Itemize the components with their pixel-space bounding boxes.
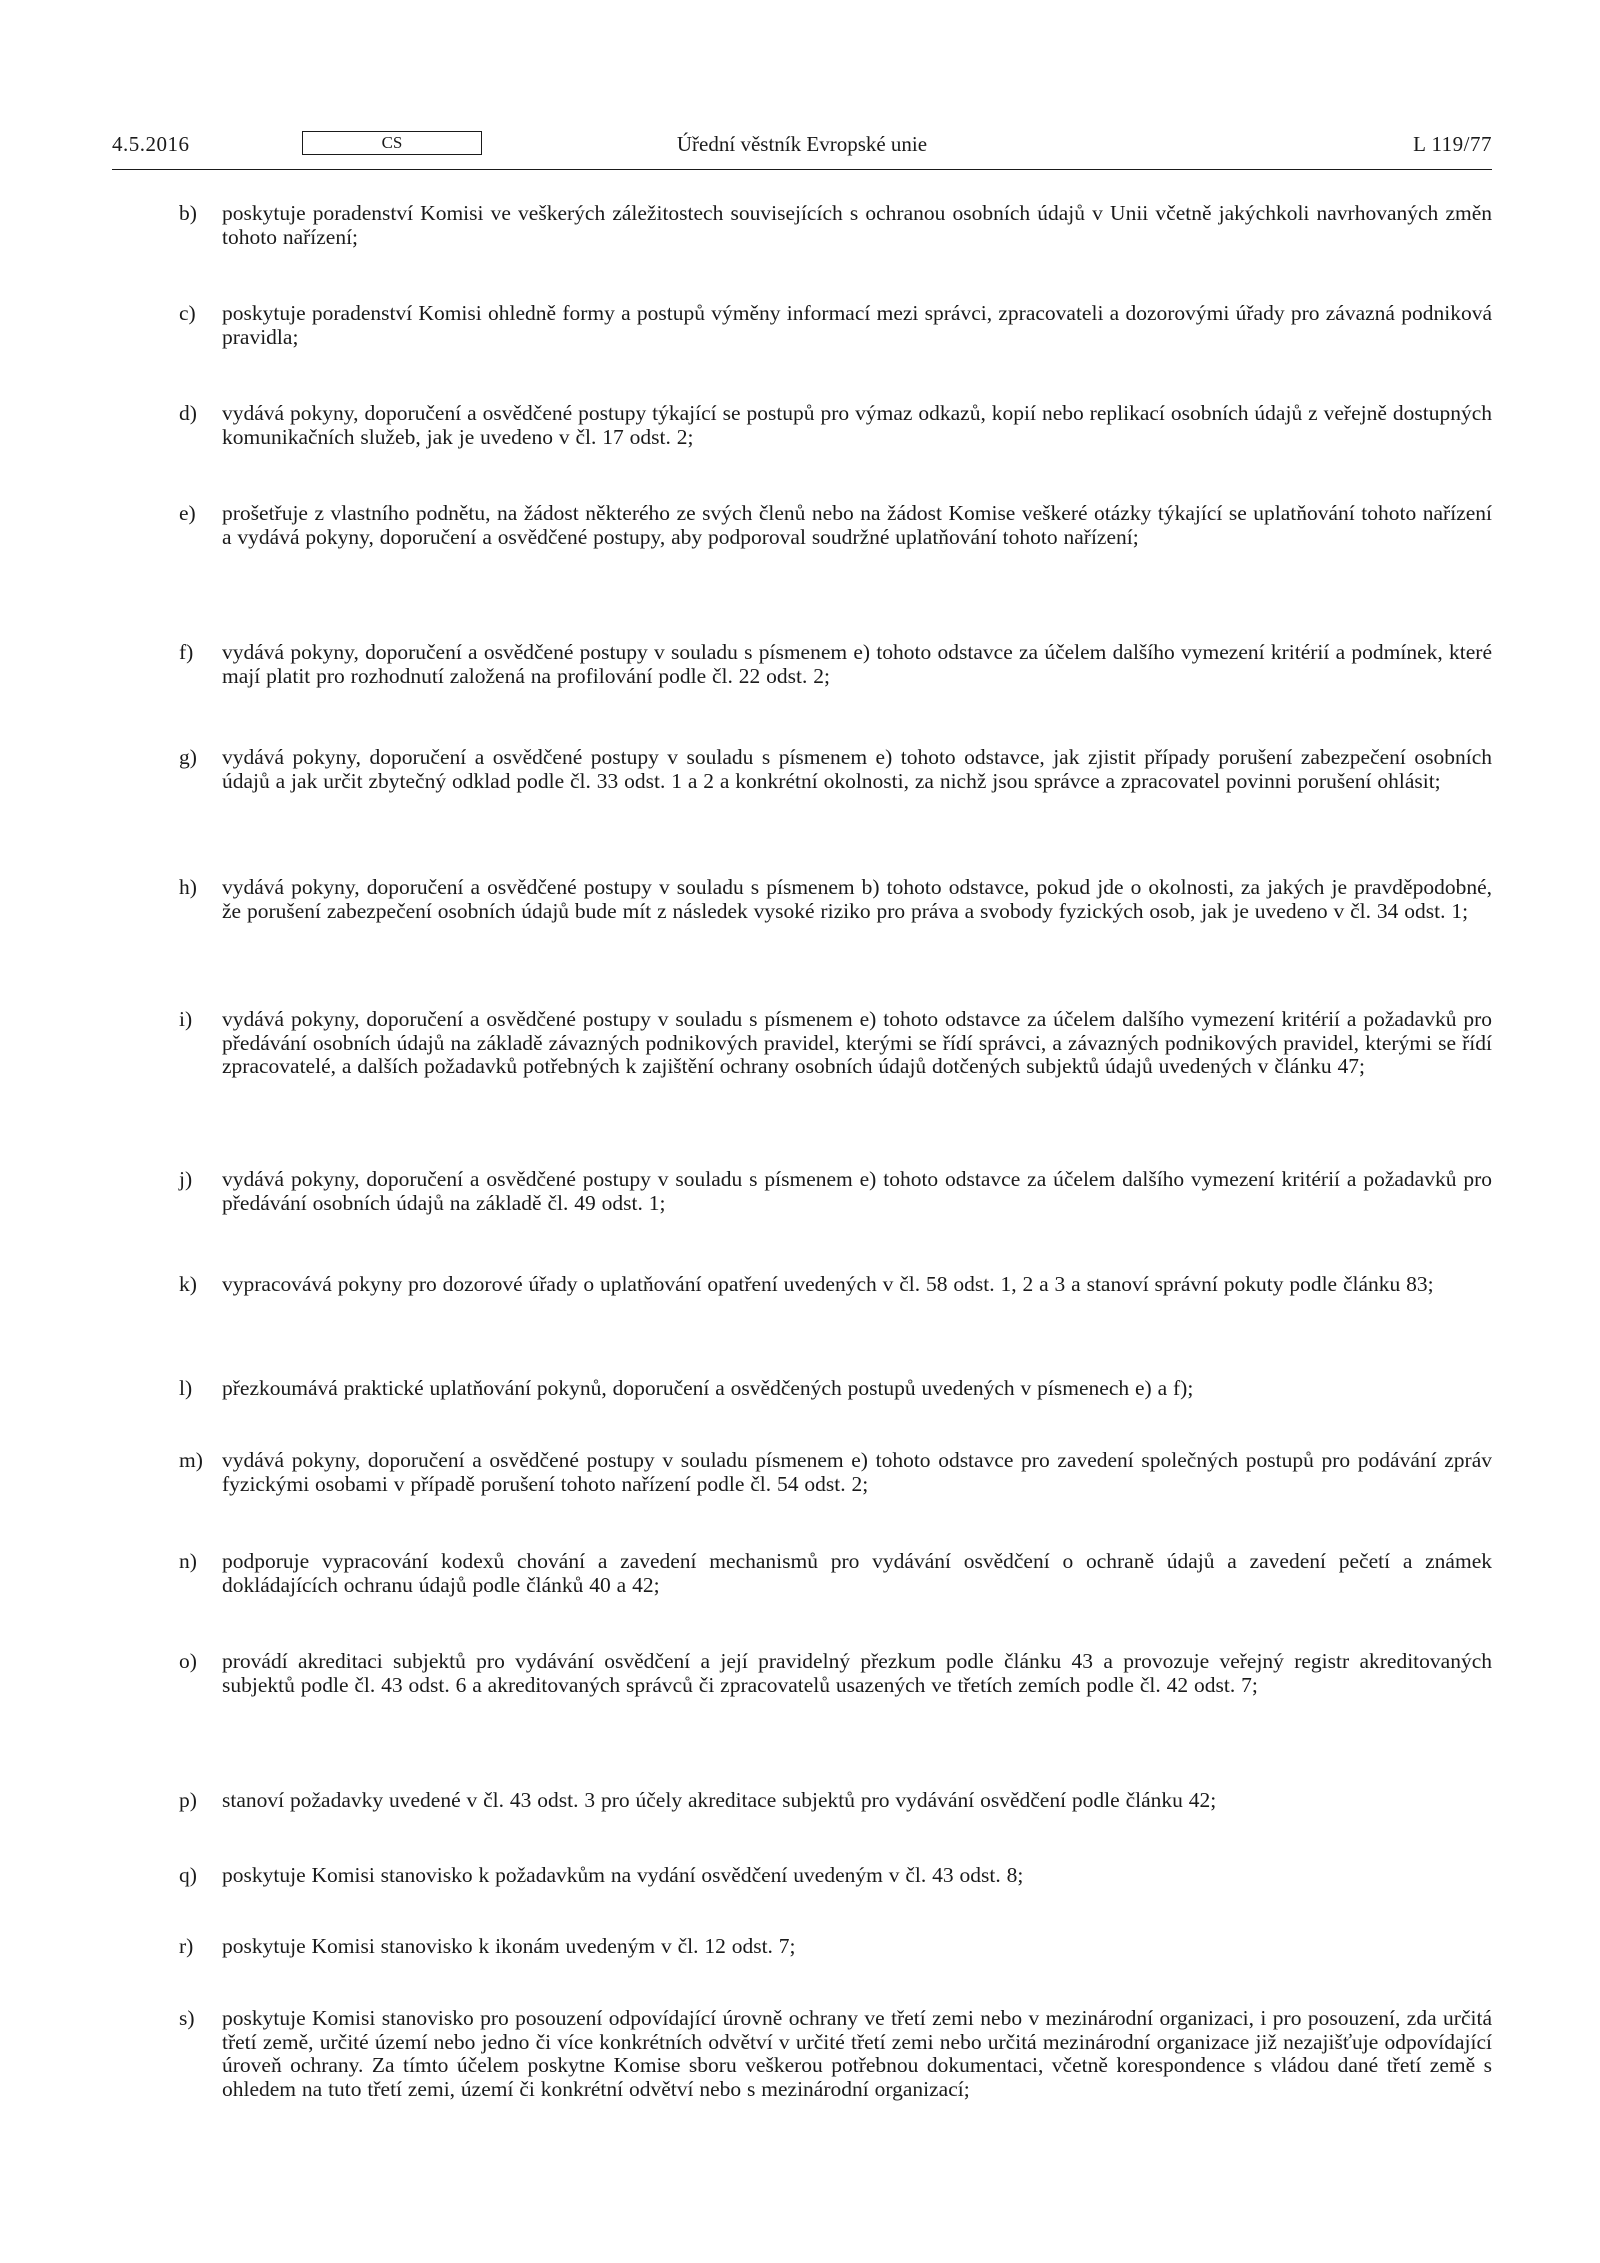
page-reference: L 119/77 (1413, 132, 1492, 156)
item-marker: j) (179, 1167, 193, 1191)
item-marker: s) (179, 2006, 195, 2030)
item-text: poskytuje poradenství Komisi ve veškerých záležitostech souvisejících s ochranou osobních údajů v Unii včetně jakýchkoli navrhovaných změn tohoto nařízení; (222, 201, 1492, 249)
item-marker: o) (179, 1649, 197, 1673)
item-text: poskytuje Komisi stanovisko pro posouzení odpovídající úrovně ochrany ve třetí zemi nebo v mezinárodní organizaci, i pro posouzení, zda určitá třetí země, určité území nebo jedno či více konkrétních odvětví v určité třetí zemi nebo určitá mezinárodní organizace již nezajišťuje odpovídající úroveň ochrany. Za tímto účelem poskytne Komise sboru veškerou potřebnou dokumentaci, včetně korespondence s vládou dané třetí země s ohledem na tuto třetí zemi, území či konkrétní odvětví nebo s mezinárodní organizací; (222, 2006, 1492, 2101)
item-marker: l) (179, 1376, 193, 1400)
publication-date: 4.5.2016 (112, 132, 190, 156)
item-text: vydává pokyny, doporučení a osvědčené postupy v souladu s písmenem e) tohoto odstavce za účelem dalšího vymezení kritérií a požadavků pro předávání osobních údajů na základě závazných podnikových pravidel, kterými se řídí správci, a závazných podnikových pravidel, kterými se řídí zpracovatelé, a dalších požadavků potřebných k zajištění ochrany osobních údajů dotčených subjektů údajů uvedených v článku 47; (222, 1007, 1492, 1078)
item-marker: m) (179, 1448, 203, 1472)
item-marker: g) (179, 745, 197, 769)
item-marker: r) (179, 1934, 194, 1958)
list-item-f (112, 641, 1492, 688)
header-rule (112, 169, 1492, 170)
item-text: provádí akreditaci subjektů pro vydávání osvědčení a její pravidelný přezkum podle článku 43 a provozuje veřejný registr akreditovaných subjektů podle čl. 43 odst. 6 a akreditovaných správců či zpracovatelů usazených ve třetích zemích podle čl. 42 odst. 7; (222, 1649, 1492, 1697)
item-marker: k) (179, 1272, 197, 1296)
list-item-c (112, 302, 1492, 349)
item-text: poskytuje Komisi stanovisko k požadavkům na vydání osvědčení uvedeným v čl. 43 odst. 8; (222, 1863, 1024, 1887)
item-text: poskytuje Komisi stanovisko k ikonám uvedeným v čl. 12 odst. 7; (222, 1934, 796, 1958)
list-item-n (112, 1550, 1492, 1597)
language-code-box: CS (302, 131, 482, 155)
item-marker: q) (179, 1863, 197, 1887)
item-text: vydává pokyny, doporučení a osvědčené postupy v souladu s písmenem e) tohoto odstavce za účelem dalšího vymezení kritérií a požadavků pro předávání osobních údajů na základě čl. 49 odst. 1; (222, 1167, 1492, 1215)
item-marker: h) (179, 875, 197, 899)
item-text: vydává pokyny, doporučení a osvědčené postupy v souladu písmenem e) tohoto odstavce pro zavedení společných postupů pro podávání zpráv fyzickými osobami v případě porušení tohoto nařízení podle čl. 54 odst. 2; (222, 1448, 1492, 1496)
item-text: vydává pokyny, doporučení a osvědčené postupy v souladu s písmenem b) tohoto odstavce, pokud jde o okolnosti, za jakých je pravděpodobné, že porušení zabezpečení osobních údajů bude mít z následek vysoké riziko pro práva a svobody fyzických osob, jak je uvedeno v čl. 34 odst. 1; (222, 875, 1492, 923)
list-item-g (112, 746, 1492, 793)
item-text: poskytuje poradenství Komisi ohledně formy a postupů výměny informací mezi správci, zpracovateli a dozorovými úřady pro závazná podniková pravidla; (222, 301, 1492, 349)
item-text: vydává pokyny, doporučení a osvědčené postupy v souladu s písmenem e) tohoto odstavce za účelem dalšího vymezení kritérií a podmínek, které mají platit pro rozhodnutí založená na profilování podle čl. 22 odst. 2; (222, 640, 1492, 688)
list-item-m (112, 1449, 1492, 1496)
item-text: vydává pokyny, doporučení a osvědčené postupy v souladu s písmenem e) tohoto odstavce, jak zjistit případy porušení zabezpečení osobních údajů a jak určit zbytečný odklad podle čl. 33 odst. 1 a 2 a konkrétní okolnosti, za nichž jsou správce a zpracovatel povinni porušení ohlásit; (222, 745, 1492, 793)
item-marker: c) (179, 301, 196, 325)
item-text: podporuje vypracování kodexů chování a zavedení mechanismů pro vydávání osvědčení o ochraně údajů a zavedení pečetí a známek dokládajících ochranu údajů podle článků 40 a 42; (222, 1549, 1492, 1597)
list-item-s (112, 2007, 1492, 2101)
item-text: stanoví požadavky uvedené v čl. 43 odst. 3 pro účely akreditace subjektů pro vydávání osvědčení podle článku 42; (222, 1788, 1217, 1812)
list-item-i (112, 1008, 1492, 1079)
list-item-e (112, 502, 1492, 549)
list-item-o (112, 1650, 1492, 1697)
item-marker: d) (179, 401, 197, 425)
item-text: vypracovává pokyny pro dozorové úřady o uplatňování opatření uvedených v čl. 58 odst. 1, 2 a 3 a stanoví správní pokuty podle článku 83; (222, 1272, 1434, 1296)
list-item-q (112, 1864, 1492, 1888)
item-marker: p) (179, 1788, 197, 1812)
page-header (112, 128, 1492, 164)
item-text: přezkoumává praktické uplatňování pokynů, doporučení a osvědčených postupů uvedených v písmenech e) a f); (222, 1376, 1194, 1400)
list-item-b (112, 202, 1492, 249)
list-item-p (112, 1789, 1492, 1813)
list-item-h (112, 876, 1492, 923)
journal-title: Úřední věstník Evropské unie (676, 132, 928, 156)
item-text: vydává pokyny, doporučení a osvědčené postupy týkající se postupů pro výmaz odkazů, kopií nebo replikací osobních údajů z veřejně dostupných komunikačních služeb, jak je uvedeno v čl. 17 odst. 2; (222, 401, 1492, 449)
item-text: prošetřuje z vlastního podnětu, na žádost některého ze svých členů nebo na žádost Komise veškeré otázky týkající se uplatňování tohoto nařízení a vydává pokyny, doporučení a osvědčené postupy, aby podporoval soudržné uplatňování tohoto nařízení; (222, 501, 1492, 549)
list-item-j (112, 1168, 1492, 1215)
list-item-r (112, 1935, 1492, 1959)
item-marker: e) (179, 501, 196, 525)
list-item-k (112, 1273, 1492, 1297)
item-marker: b) (179, 201, 197, 225)
list-item-d (112, 402, 1492, 449)
item-marker: i) (179, 1007, 193, 1031)
item-marker: n) (179, 1549, 197, 1573)
item-marker: f) (179, 640, 194, 664)
list-item-l (112, 1377, 1492, 1401)
